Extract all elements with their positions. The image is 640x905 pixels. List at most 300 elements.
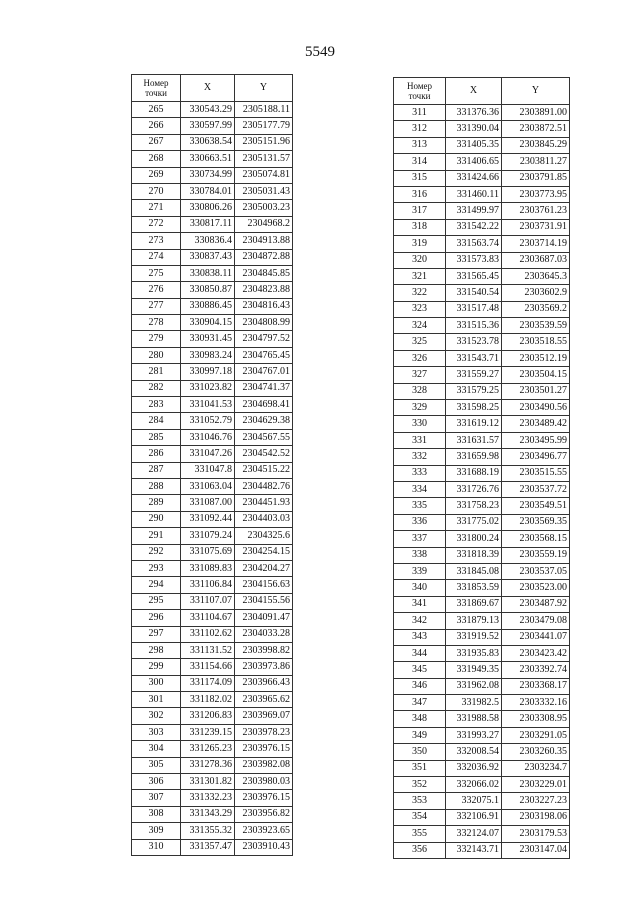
x-coordinate-cell: 330817.11 bbox=[181, 216, 235, 232]
y-coordinate-cell: 2303910.43 bbox=[235, 839, 293, 855]
y-coordinate-cell: 2303923.65 bbox=[235, 823, 293, 839]
table-row bbox=[394, 137, 570, 153]
table-row bbox=[132, 708, 293, 724]
y-coordinate-cell: 2303568.15 bbox=[502, 531, 570, 547]
x-coordinate-cell: 331390.04 bbox=[446, 121, 502, 137]
table-row bbox=[132, 183, 293, 199]
point-number-cell: 334 bbox=[394, 481, 446, 497]
table-row bbox=[394, 301, 570, 317]
point-number-cell: 294 bbox=[132, 577, 181, 593]
point-number-cell: 314 bbox=[394, 154, 446, 170]
y-coordinate-cell: 2303291.05 bbox=[502, 727, 570, 743]
x-coordinate-cell: 330850.87 bbox=[181, 282, 235, 298]
table-row bbox=[132, 692, 293, 708]
point-number-cell: 348 bbox=[394, 711, 446, 727]
point-number-cell: 288 bbox=[132, 478, 181, 494]
table-row bbox=[394, 105, 570, 121]
x-coordinate-cell: 331543.71 bbox=[446, 350, 502, 366]
y-coordinate-cell: 2303260.35 bbox=[502, 744, 570, 760]
point-number-cell: 299 bbox=[132, 659, 181, 675]
x-coordinate-cell: 331182.02 bbox=[181, 692, 235, 708]
table-row bbox=[132, 642, 293, 658]
page-number: 5549 bbox=[305, 44, 335, 60]
table-row bbox=[394, 842, 570, 858]
table-row bbox=[394, 219, 570, 235]
header-y: Y bbox=[502, 78, 570, 105]
x-coordinate-cell: 331131.52 bbox=[181, 642, 235, 658]
table-row bbox=[132, 577, 293, 593]
x-coordinate-cell: 331982.5 bbox=[446, 695, 502, 711]
point-number-cell: 325 bbox=[394, 334, 446, 350]
header-y: Y bbox=[235, 75, 293, 102]
point-number-cell: 321 bbox=[394, 268, 446, 284]
y-coordinate-cell: 2305151.96 bbox=[235, 134, 293, 150]
x-coordinate-cell: 331357.47 bbox=[181, 839, 235, 855]
x-coordinate-cell: 331023.82 bbox=[181, 380, 235, 396]
x-coordinate-cell: 330597.99 bbox=[181, 118, 235, 134]
y-coordinate-cell: 2303523.00 bbox=[502, 580, 570, 596]
x-coordinate-cell: 332106.91 bbox=[446, 809, 502, 825]
table-row bbox=[394, 154, 570, 170]
y-coordinate-cell: 2303515.55 bbox=[502, 465, 570, 481]
coordinates-table-left bbox=[131, 74, 293, 856]
table-row bbox=[132, 167, 293, 183]
y-coordinate-cell: 2303976.15 bbox=[235, 741, 293, 757]
table-row bbox=[132, 757, 293, 773]
y-coordinate-cell: 2303537.05 bbox=[502, 563, 570, 579]
x-coordinate-cell: 331515.36 bbox=[446, 318, 502, 334]
point-number-cell: 324 bbox=[394, 318, 446, 334]
point-number-cell: 305 bbox=[132, 757, 181, 773]
table-row bbox=[132, 495, 293, 511]
table-row bbox=[132, 331, 293, 347]
table-row bbox=[394, 678, 570, 694]
table-row bbox=[132, 511, 293, 527]
table-row bbox=[394, 563, 570, 579]
table-row bbox=[132, 610, 293, 626]
table-row bbox=[132, 413, 293, 429]
y-coordinate-cell: 2303198.06 bbox=[502, 809, 570, 825]
x-coordinate-cell: 331104.67 bbox=[181, 610, 235, 626]
point-number-cell: 308 bbox=[132, 806, 181, 822]
table-row bbox=[394, 367, 570, 383]
table-row bbox=[132, 790, 293, 806]
x-coordinate-cell: 332008.54 bbox=[446, 744, 502, 760]
y-coordinate-cell: 2303227.23 bbox=[502, 793, 570, 809]
y-coordinate-cell: 2303518.55 bbox=[502, 334, 570, 350]
table-row bbox=[394, 531, 570, 547]
x-coordinate-cell: 331087.00 bbox=[181, 495, 235, 511]
table-row bbox=[132, 774, 293, 790]
point-number-cell: 303 bbox=[132, 724, 181, 740]
x-coordinate-cell: 331542.22 bbox=[446, 219, 502, 235]
table-row bbox=[132, 380, 293, 396]
point-number-cell: 301 bbox=[132, 692, 181, 708]
table-row bbox=[132, 528, 293, 544]
table-row bbox=[132, 478, 293, 494]
table-row bbox=[394, 268, 570, 284]
y-coordinate-cell: 2304808.99 bbox=[235, 315, 293, 331]
x-coordinate-cell: 330663.51 bbox=[181, 151, 235, 167]
table-row bbox=[132, 315, 293, 331]
x-coordinate-cell: 331631.57 bbox=[446, 432, 502, 448]
x-coordinate-cell: 331579.25 bbox=[446, 383, 502, 399]
y-coordinate-cell: 2303441.07 bbox=[502, 629, 570, 645]
y-coordinate-cell: 2303512.19 bbox=[502, 350, 570, 366]
table-row bbox=[132, 249, 293, 265]
table-row bbox=[132, 659, 293, 675]
header-point-number: Номер точки bbox=[394, 78, 446, 105]
y-coordinate-cell: 2304816.43 bbox=[235, 298, 293, 314]
table-row bbox=[132, 233, 293, 249]
y-coordinate-cell: 2304033.28 bbox=[235, 626, 293, 642]
x-coordinate-cell: 331563.74 bbox=[446, 236, 502, 252]
table-row bbox=[394, 236, 570, 252]
x-coordinate-cell: 331047.26 bbox=[181, 446, 235, 462]
point-number-cell: 332 bbox=[394, 449, 446, 465]
point-number-cell: 285 bbox=[132, 429, 181, 445]
table-row bbox=[394, 318, 570, 334]
y-coordinate-cell: 2304741.37 bbox=[235, 380, 293, 396]
point-number-cell: 311 bbox=[394, 105, 446, 121]
y-coordinate-cell: 2303559.19 bbox=[502, 547, 570, 563]
y-coordinate-cell: 2303773.95 bbox=[502, 186, 570, 202]
table-row bbox=[394, 826, 570, 842]
y-coordinate-cell: 2303761.23 bbox=[502, 203, 570, 219]
x-coordinate-cell: 331355.32 bbox=[181, 823, 235, 839]
point-number-cell: 336 bbox=[394, 514, 446, 530]
table-row bbox=[394, 334, 570, 350]
y-coordinate-cell: 2303731.91 bbox=[502, 219, 570, 235]
x-coordinate-cell: 331619.12 bbox=[446, 416, 502, 432]
y-coordinate-cell: 2305131.57 bbox=[235, 151, 293, 167]
point-number-cell: 290 bbox=[132, 511, 181, 527]
point-number-cell: 323 bbox=[394, 301, 446, 317]
y-coordinate-cell: 2303423.42 bbox=[502, 645, 570, 661]
x-coordinate-cell: 331265.23 bbox=[181, 741, 235, 757]
y-coordinate-cell: 2303308.95 bbox=[502, 711, 570, 727]
y-coordinate-cell: 2303368.17 bbox=[502, 678, 570, 694]
point-number-cell: 266 bbox=[132, 118, 181, 134]
x-coordinate-cell: 331206.83 bbox=[181, 708, 235, 724]
point-number-cell: 337 bbox=[394, 531, 446, 547]
table-row bbox=[394, 662, 570, 678]
table-row bbox=[132, 364, 293, 380]
x-coordinate-cell: 330734.99 bbox=[181, 167, 235, 183]
y-coordinate-cell: 2303569.35 bbox=[502, 514, 570, 530]
point-number-cell: 306 bbox=[132, 774, 181, 790]
y-coordinate-cell: 2303147.04 bbox=[502, 842, 570, 858]
x-coordinate-cell: 331460.11 bbox=[446, 186, 502, 202]
header-point-number: Номер точки bbox=[132, 75, 181, 102]
point-number-cell: 278 bbox=[132, 315, 181, 331]
x-coordinate-cell: 331154.66 bbox=[181, 659, 235, 675]
table-row bbox=[394, 203, 570, 219]
table-row bbox=[132, 675, 293, 691]
y-coordinate-cell: 2304325.6 bbox=[235, 528, 293, 544]
point-number-cell: 317 bbox=[394, 203, 446, 219]
point-number-cell: 356 bbox=[394, 842, 446, 858]
x-coordinate-cell: 330904.15 bbox=[181, 315, 235, 331]
y-coordinate-cell: 2303504.15 bbox=[502, 367, 570, 383]
x-coordinate-cell: 331659.98 bbox=[446, 449, 502, 465]
point-number-cell: 343 bbox=[394, 629, 446, 645]
x-coordinate-cell: 332066.02 bbox=[446, 777, 502, 793]
x-coordinate-cell: 330784.01 bbox=[181, 183, 235, 199]
table-row bbox=[394, 596, 570, 612]
point-number-cell: 351 bbox=[394, 760, 446, 776]
x-coordinate-cell: 331102.62 bbox=[181, 626, 235, 642]
point-number-cell: 309 bbox=[132, 823, 181, 839]
y-coordinate-cell: 2304156.63 bbox=[235, 577, 293, 593]
table-row bbox=[394, 186, 570, 202]
point-number-cell: 346 bbox=[394, 678, 446, 694]
table-row bbox=[394, 449, 570, 465]
x-coordinate-cell: 331405.35 bbox=[446, 137, 502, 153]
point-number-cell: 326 bbox=[394, 350, 446, 366]
y-coordinate-cell: 2303982.08 bbox=[235, 757, 293, 773]
x-coordinate-cell: 331993.27 bbox=[446, 727, 502, 743]
x-coordinate-cell: 331800.24 bbox=[446, 531, 502, 547]
table-header-row bbox=[394, 78, 570, 105]
table-row bbox=[394, 252, 570, 268]
y-coordinate-cell: 2303811.27 bbox=[502, 154, 570, 170]
y-coordinate-cell: 2304913.88 bbox=[235, 233, 293, 249]
table-row bbox=[132, 560, 293, 576]
table-row bbox=[132, 741, 293, 757]
x-coordinate-cell: 331598.25 bbox=[446, 400, 502, 416]
x-coordinate-cell: 331988.58 bbox=[446, 711, 502, 727]
point-number-cell: 316 bbox=[394, 186, 446, 202]
table-row bbox=[394, 416, 570, 432]
point-number-cell: 318 bbox=[394, 219, 446, 235]
x-coordinate-cell: 331106.84 bbox=[181, 577, 235, 593]
x-coordinate-cell: 332143.71 bbox=[446, 842, 502, 858]
table-row bbox=[394, 350, 570, 366]
table-row bbox=[394, 744, 570, 760]
coordinates-table-right bbox=[393, 77, 570, 859]
x-coordinate-cell: 331047.8 bbox=[181, 462, 235, 478]
x-coordinate-cell: 331775.02 bbox=[446, 514, 502, 530]
y-coordinate-cell: 2304482.76 bbox=[235, 478, 293, 494]
point-number-cell: 328 bbox=[394, 383, 446, 399]
table-row bbox=[394, 793, 570, 809]
x-coordinate-cell: 331092.44 bbox=[181, 511, 235, 527]
y-coordinate-cell: 2304567.55 bbox=[235, 429, 293, 445]
x-coordinate-cell: 331278.36 bbox=[181, 757, 235, 773]
point-number-cell: 353 bbox=[394, 793, 446, 809]
y-coordinate-cell: 2303332.16 bbox=[502, 695, 570, 711]
x-coordinate-cell: 331758.23 bbox=[446, 498, 502, 514]
table-row bbox=[132, 118, 293, 134]
table-row bbox=[394, 613, 570, 629]
y-coordinate-cell: 2304515.22 bbox=[235, 462, 293, 478]
table-row bbox=[394, 481, 570, 497]
x-coordinate-cell: 331424.66 bbox=[446, 170, 502, 186]
table-row bbox=[394, 777, 570, 793]
x-coordinate-cell: 331052.79 bbox=[181, 413, 235, 429]
y-coordinate-cell: 2303645.3 bbox=[502, 268, 570, 284]
x-coordinate-cell: 330543.29 bbox=[181, 102, 235, 118]
point-number-cell: 293 bbox=[132, 560, 181, 576]
x-coordinate-cell: 330997.18 bbox=[181, 364, 235, 380]
point-number-cell: 298 bbox=[132, 642, 181, 658]
point-number-cell: 281 bbox=[132, 364, 181, 380]
table-row bbox=[394, 400, 570, 416]
x-coordinate-cell: 331079.24 bbox=[181, 528, 235, 544]
y-coordinate-cell: 2303179.53 bbox=[502, 826, 570, 842]
y-coordinate-cell: 2304968.2 bbox=[235, 216, 293, 232]
x-coordinate-cell: 331540.54 bbox=[446, 285, 502, 301]
y-coordinate-cell: 2303791.85 bbox=[502, 170, 570, 186]
table-row bbox=[132, 626, 293, 642]
point-number-cell: 302 bbox=[132, 708, 181, 724]
y-coordinate-cell: 2305074.81 bbox=[235, 167, 293, 183]
point-number-cell: 286 bbox=[132, 446, 181, 462]
x-coordinate-cell: 331523.78 bbox=[446, 334, 502, 350]
table-row bbox=[394, 383, 570, 399]
y-coordinate-cell: 2303976.15 bbox=[235, 790, 293, 806]
y-coordinate-cell: 2303845.29 bbox=[502, 137, 570, 153]
table-row bbox=[132, 134, 293, 150]
x-coordinate-cell: 332036.92 bbox=[446, 760, 502, 776]
x-coordinate-cell: 330638.54 bbox=[181, 134, 235, 150]
point-number-cell: 265 bbox=[132, 102, 181, 118]
x-coordinate-cell: 331517.48 bbox=[446, 301, 502, 317]
x-coordinate-cell: 331075.69 bbox=[181, 544, 235, 560]
y-coordinate-cell: 2304823.88 bbox=[235, 282, 293, 298]
point-number-cell: 297 bbox=[132, 626, 181, 642]
x-coordinate-cell: 331845.08 bbox=[446, 563, 502, 579]
y-coordinate-cell: 2305177.79 bbox=[235, 118, 293, 134]
y-coordinate-cell: 2304204.27 bbox=[235, 560, 293, 576]
y-coordinate-cell: 2303714.19 bbox=[502, 236, 570, 252]
point-number-cell: 331 bbox=[394, 432, 446, 448]
point-number-cell: 345 bbox=[394, 662, 446, 678]
point-number-cell: 279 bbox=[132, 331, 181, 347]
point-number-cell: 274 bbox=[132, 249, 181, 265]
y-coordinate-cell: 2303539.59 bbox=[502, 318, 570, 334]
y-coordinate-cell: 2303490.56 bbox=[502, 400, 570, 416]
point-number-cell: 313 bbox=[394, 137, 446, 153]
point-number-cell: 319 bbox=[394, 236, 446, 252]
y-coordinate-cell: 2304451.93 bbox=[235, 495, 293, 511]
table-row bbox=[394, 580, 570, 596]
x-coordinate-cell: 331499.97 bbox=[446, 203, 502, 219]
x-coordinate-cell: 331869.67 bbox=[446, 596, 502, 612]
point-number-cell: 315 bbox=[394, 170, 446, 186]
point-number-cell: 339 bbox=[394, 563, 446, 579]
point-number-cell: 335 bbox=[394, 498, 446, 514]
x-coordinate-cell: 331818.39 bbox=[446, 547, 502, 563]
x-coordinate-cell: 330806.26 bbox=[181, 200, 235, 216]
table-row bbox=[132, 298, 293, 314]
y-coordinate-cell: 2303537.72 bbox=[502, 481, 570, 497]
y-coordinate-cell: 2303973.86 bbox=[235, 659, 293, 675]
point-number-cell: 287 bbox=[132, 462, 181, 478]
header-x: X bbox=[181, 75, 235, 102]
point-number-cell: 347 bbox=[394, 695, 446, 711]
x-coordinate-cell: 330837.43 bbox=[181, 249, 235, 265]
table-row bbox=[394, 711, 570, 727]
y-coordinate-cell: 2303569.2 bbox=[502, 301, 570, 317]
point-number-cell: 341 bbox=[394, 596, 446, 612]
y-coordinate-cell: 2303495.99 bbox=[502, 432, 570, 448]
point-number-cell: 322 bbox=[394, 285, 446, 301]
x-coordinate-cell: 331935.83 bbox=[446, 645, 502, 661]
y-coordinate-cell: 2303549.51 bbox=[502, 498, 570, 514]
y-coordinate-cell: 2303687.03 bbox=[502, 252, 570, 268]
point-number-cell: 320 bbox=[394, 252, 446, 268]
y-coordinate-cell: 2303872.51 bbox=[502, 121, 570, 137]
table-row bbox=[394, 465, 570, 481]
x-coordinate-cell: 331559.27 bbox=[446, 367, 502, 383]
point-number-cell: 338 bbox=[394, 547, 446, 563]
x-coordinate-cell: 331919.52 bbox=[446, 629, 502, 645]
point-number-cell: 344 bbox=[394, 645, 446, 661]
table-row bbox=[394, 809, 570, 825]
point-number-cell: 269 bbox=[132, 167, 181, 183]
table-row bbox=[132, 462, 293, 478]
x-coordinate-cell: 330838.11 bbox=[181, 265, 235, 281]
x-coordinate-cell: 331688.19 bbox=[446, 465, 502, 481]
y-coordinate-cell: 2303978.23 bbox=[235, 724, 293, 740]
y-coordinate-cell: 2304155.56 bbox=[235, 593, 293, 609]
y-coordinate-cell: 2304542.52 bbox=[235, 446, 293, 462]
x-coordinate-cell: 330836.4 bbox=[181, 233, 235, 249]
table-row bbox=[132, 823, 293, 839]
x-coordinate-cell: 331063.04 bbox=[181, 478, 235, 494]
point-number-cell: 267 bbox=[132, 134, 181, 150]
table-header-row bbox=[132, 75, 293, 102]
table-row bbox=[394, 498, 570, 514]
table-row bbox=[132, 265, 293, 281]
x-coordinate-cell: 331726.76 bbox=[446, 481, 502, 497]
x-coordinate-cell: 331565.45 bbox=[446, 268, 502, 284]
x-coordinate-cell: 330983.24 bbox=[181, 347, 235, 363]
table-row bbox=[132, 544, 293, 560]
table-row bbox=[394, 760, 570, 776]
y-coordinate-cell: 2303966.43 bbox=[235, 675, 293, 691]
point-number-cell: 329 bbox=[394, 400, 446, 416]
y-coordinate-cell: 2305031.43 bbox=[235, 183, 293, 199]
point-number-cell: 273 bbox=[132, 233, 181, 249]
x-coordinate-cell: 331879.13 bbox=[446, 613, 502, 629]
x-coordinate-cell: 331041.53 bbox=[181, 397, 235, 413]
y-coordinate-cell: 2303496.77 bbox=[502, 449, 570, 465]
x-coordinate-cell: 331089.83 bbox=[181, 560, 235, 576]
point-number-cell: 283 bbox=[132, 397, 181, 413]
x-coordinate-cell: 331343.29 bbox=[181, 806, 235, 822]
point-number-cell: 300 bbox=[132, 675, 181, 691]
point-number-cell: 280 bbox=[132, 347, 181, 363]
x-coordinate-cell: 330931.45 bbox=[181, 331, 235, 347]
point-number-cell: 291 bbox=[132, 528, 181, 544]
point-number-cell: 277 bbox=[132, 298, 181, 314]
table-row bbox=[132, 429, 293, 445]
table-row bbox=[132, 806, 293, 822]
y-coordinate-cell: 2303487.92 bbox=[502, 596, 570, 612]
x-coordinate-cell: 331376.36 bbox=[446, 105, 502, 121]
y-coordinate-cell: 2304797.52 bbox=[235, 331, 293, 347]
table-row bbox=[394, 121, 570, 137]
point-number-cell: 296 bbox=[132, 610, 181, 626]
table-row bbox=[394, 629, 570, 645]
y-coordinate-cell: 2304845.85 bbox=[235, 265, 293, 281]
table-row bbox=[132, 593, 293, 609]
x-coordinate-cell: 332124.07 bbox=[446, 826, 502, 842]
header-x: X bbox=[446, 78, 502, 105]
